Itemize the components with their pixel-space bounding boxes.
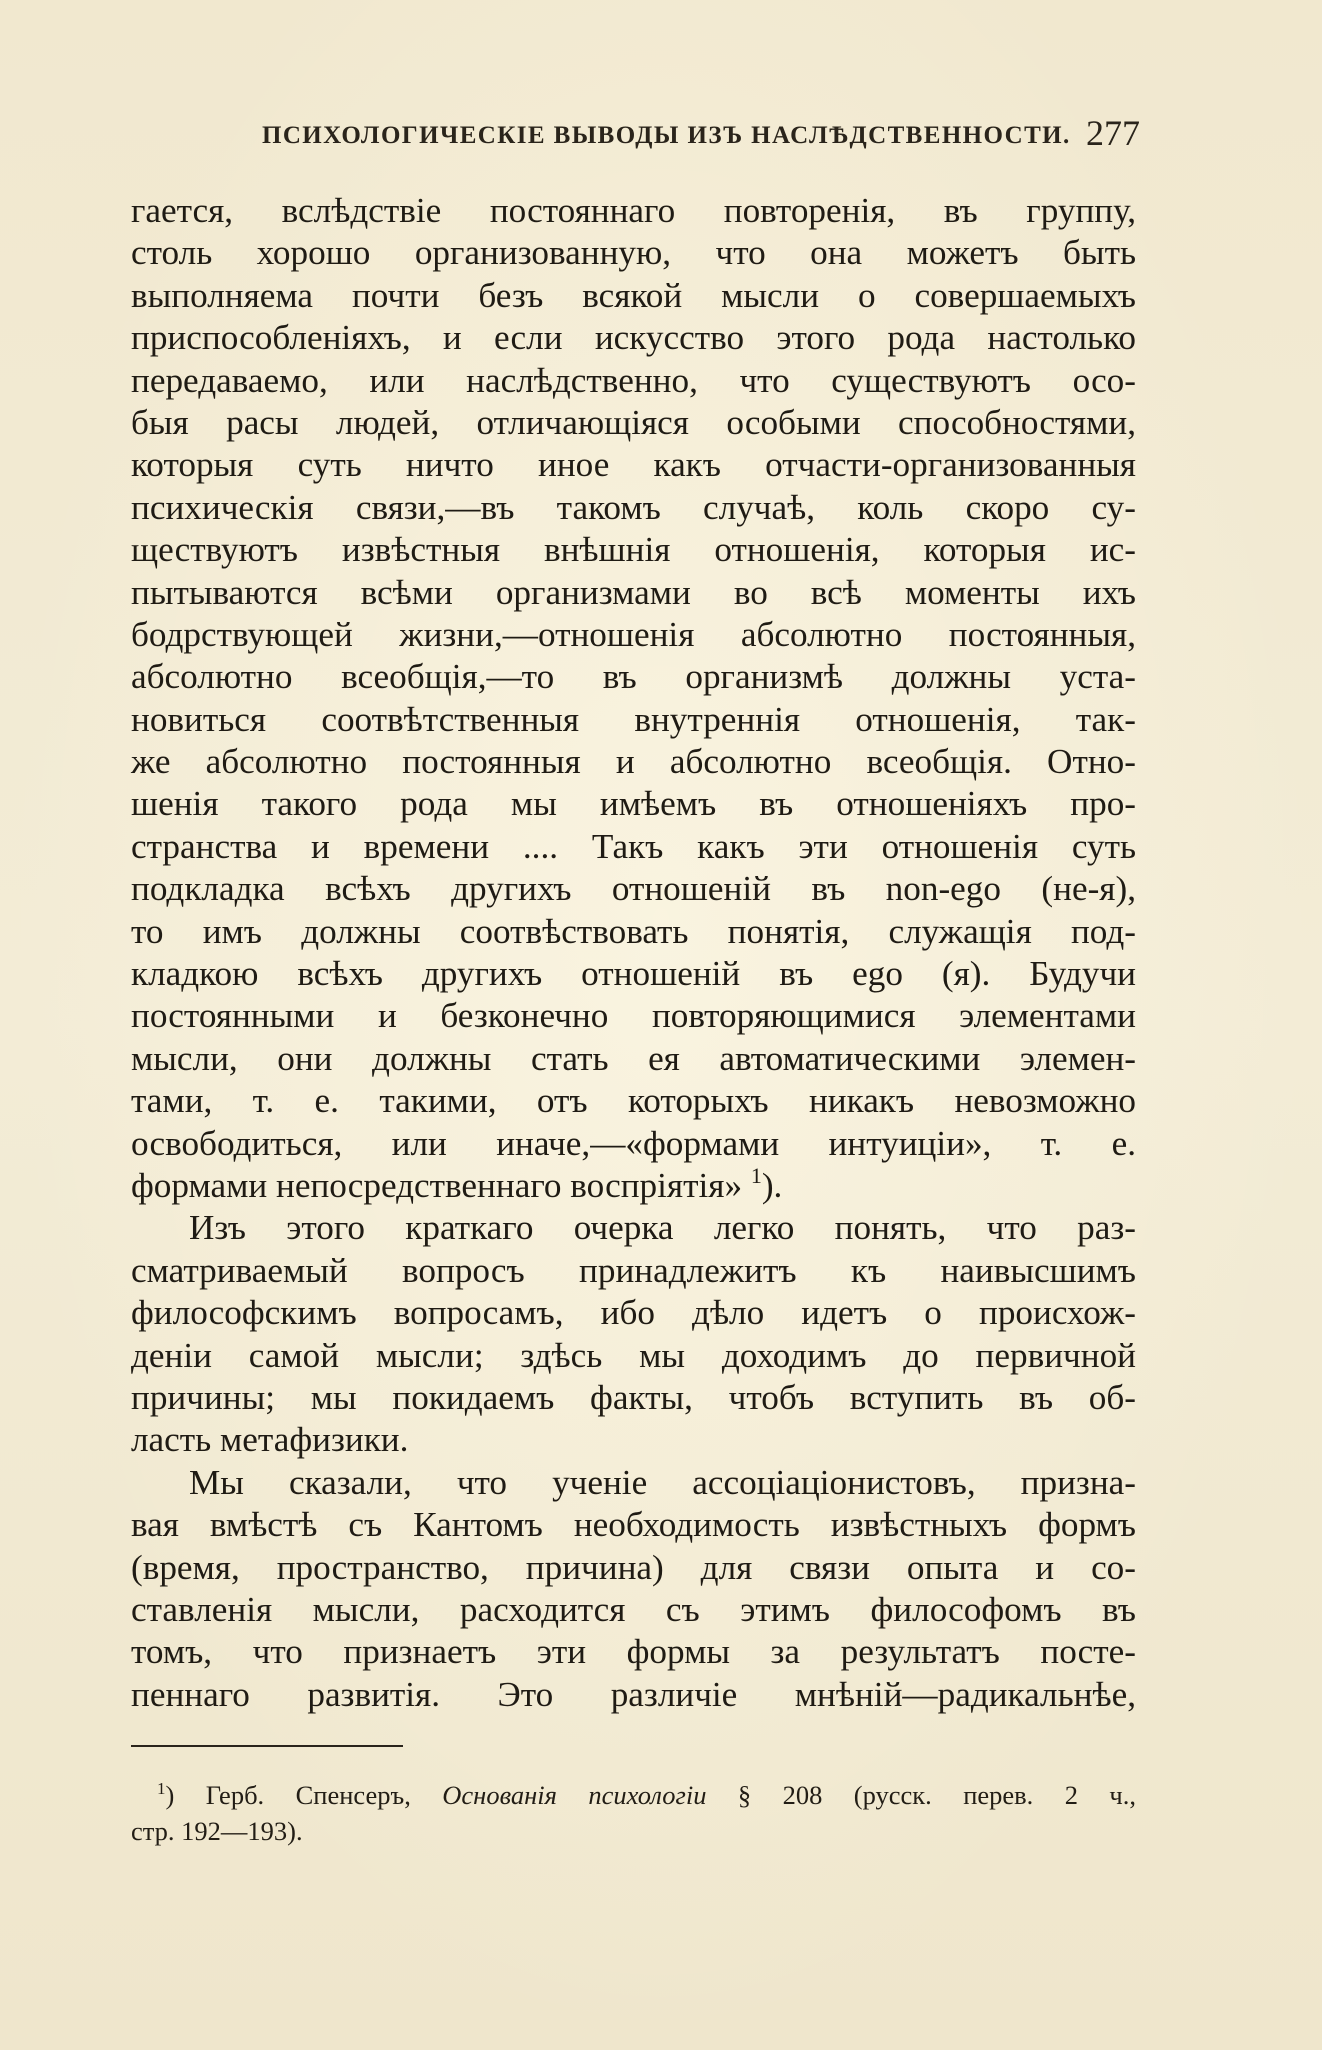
footnote-book-title: Основанія психологіи: [442, 1780, 707, 1810]
text-line: пеннаго развитія. Это различіе мнѣній—радикальнѣе,: [131, 1674, 1136, 1714]
text-line: пытываются всѣми организмами во всѣ моменты ихъ: [131, 572, 1136, 612]
text-line: ществуютъ извѣстныя внѣшнія отношенія, которыя ис-: [131, 530, 1136, 570]
text-line: шенія такого рода мы имѣемъ въ отношеніяхъ про-: [131, 784, 1136, 824]
text-line: мысли, они должны стать ея автоматическими элемен-: [131, 1038, 1136, 1078]
text-line: приспособленіяхъ, и если искусство этого рода настолько: [131, 318, 1136, 358]
text-line: кладкою всѣхъ другихъ отношеній въ ego (я). Будучи: [131, 954, 1136, 994]
running-head: [130, 112, 1140, 162]
text-line: бодрствующей жизни,—отношенія абсолютно постоянныя,: [131, 614, 1136, 654]
footnote-divider: [131, 1745, 403, 1747]
footnote-lead: ) Герб. Спенсеръ,: [165, 1780, 443, 1810]
text-line-content: формами непосредственнаго воспріятія»: [131, 1165, 743, 1205]
text-line: томъ, что признаетъ эти формы за результатъ посте-: [131, 1632, 1136, 1672]
text-line-with-footnote-ref: [131, 1162, 1136, 1207]
text-line-tail: ).: [761, 1165, 783, 1205]
text-line: деніи самой мысли; здѣсь мы доходимъ до первичной: [131, 1335, 1136, 1375]
text-line: постоянными и безконечно повторяющимися элементами: [131, 996, 1136, 1036]
text-line: сматриваемый вопросъ принадлежитъ къ наивысшимъ: [131, 1250, 1136, 1290]
running-title: ПСИХОЛОГИЧЕСКІЕ ВЫВОДЫ ИЗЪ НАСЛѢДСТВЕННОСТИ.: [262, 122, 1071, 149]
text-line: философскимъ вопросамъ, ибо дѣло идетъ о происхож-: [131, 1293, 1136, 1333]
text-line: выполняема почти безъ всякой мысли о совершаемыхъ: [131, 275, 1136, 315]
text-line: абсолютно всеобщія,—то въ организмѣ должны уста-: [131, 657, 1136, 697]
text-line: гается, вслѣдствіе постояннаго повторенія, въ группу,: [131, 191, 1136, 230]
text-line: же абсолютно постоянныя и абсолютно всеобщія. Отно-: [131, 742, 1136, 782]
text-line: столь хорошо организованную, что она можетъ быть: [131, 233, 1136, 273]
paragraph-last-line: ласть метафизики.: [131, 1420, 409, 1460]
text-line: которыя суть ничто иное какъ отчасти-организованныя: [131, 445, 1136, 485]
footnote-marker: 1: [157, 1779, 166, 1798]
text-line: новиться соотвѣтственныя внутреннія отношенія, так-: [131, 699, 1136, 739]
text-line: освободиться, или иначе,—«формами интуиціи», т. е.: [131, 1123, 1136, 1163]
text-line: причины; мы покидаемъ факты, чтобъ вступить въ об-: [131, 1377, 1136, 1417]
body-text: [131, 190, 1136, 1716]
footnote-rest: § 208 (русск. перев. 2 ч.,: [706, 1780, 1136, 1810]
paragraph-first-line: Изъ этого краткаго очерка легко понять, что раз-: [189, 1208, 1136, 1248]
text-line: вая вмѣстѣ съ Кантомъ необходимость извѣстныхъ формъ: [131, 1505, 1136, 1545]
footnote-ref-marker[interactable]: 1: [750, 1162, 762, 1188]
text-line: быя расы людей, отличающіяся особыми способностями,: [131, 402, 1136, 442]
text-line: странства и времени .... Такъ какъ эти отношенія суть: [131, 826, 1136, 866]
footnote: [131, 1777, 1136, 1849]
text-line: тами, т. е. такими, отъ которыхъ никакъ невозможно: [131, 1081, 1136, 1121]
page-number: 277: [1086, 113, 1140, 153]
text-line: подкладка всѣхъ другихъ отношеній въ non-ego (не-я),: [131, 869, 1136, 909]
text-line: (время, пространство, причина) для связи опыта и со-: [131, 1547, 1136, 1587]
footnote-line: [131, 1777, 1136, 1813]
text-line: то имъ должны соотвѣствовать понятія, служащія под-: [131, 911, 1136, 951]
footnote-line: стр. 192—193).: [131, 1816, 303, 1846]
text-line: передаваемо, или наслѣдственно, что существуютъ осо-: [131, 360, 1136, 400]
paragraph-first-line: Мы сказали, что ученіе ассоціаціонистовъ, призна-: [189, 1462, 1136, 1502]
text-line: психическія связи,—въ такомъ случаѣ, коль скоро су-: [131, 487, 1136, 527]
text-line: ставленія мысли, расходится съ этимъ философомъ въ: [131, 1589, 1136, 1629]
